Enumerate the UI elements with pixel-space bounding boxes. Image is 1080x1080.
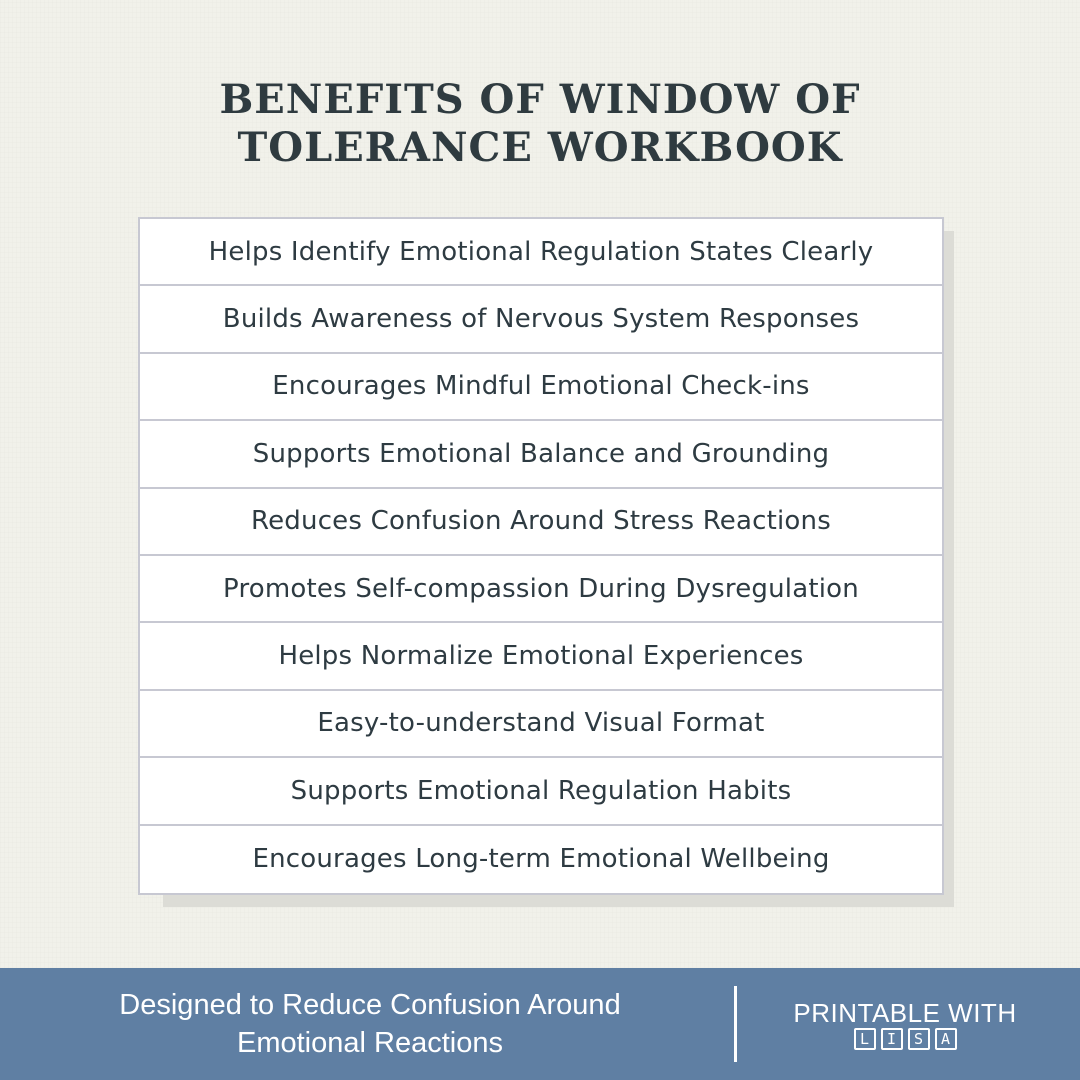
footer-divider [734, 986, 737, 1062]
benefit-item: Easy-to-understand Visual Format [140, 691, 942, 758]
benefit-item: Helps Identify Emotional Regulation States Clearly [140, 219, 942, 286]
tagline-line-2: Emotional Reactions [237, 1027, 503, 1059]
benefits-list [138, 217, 944, 895]
brand-letter-tile: A [935, 1028, 957, 1050]
title-line-2: TOLERANCE WORKBOOK [237, 124, 843, 171]
page-title [140, 76, 940, 172]
title-line-1: BENEFITS OF WINDOW OF [219, 76, 861, 123]
benefit-item: Promotes Self-compassion During Dysregulation [140, 556, 942, 623]
footer-tagline [80, 986, 660, 1062]
benefit-item: Helps Normalize Emotional Experiences [140, 623, 942, 690]
brand-logo [780, 998, 1030, 1050]
benefit-item: Encourages Mindful Emotional Check-ins [140, 354, 942, 421]
brand-top-text: PRINTABLE WITH [793, 998, 1017, 1028]
benefit-item: Supports Emotional Balance and Grounding [140, 421, 942, 488]
brand-letter-tile: I [881, 1028, 903, 1050]
tagline-line-1: Designed to Reduce Confusion Around [119, 989, 621, 1021]
brand-letter-tile: S [908, 1028, 930, 1050]
brand-letter-tile: L [854, 1028, 876, 1050]
benefit-item: Reduces Confusion Around Stress Reactions [140, 489, 942, 556]
brand-letter-tiles [780, 1028, 1030, 1050]
benefit-item: Supports Emotional Regulation Habits [140, 758, 942, 825]
benefit-item: Encourages Long-term Emotional Wellbeing [252, 844, 830, 875]
benefit-item: Builds Awareness of Nervous System Responses [140, 286, 942, 353]
